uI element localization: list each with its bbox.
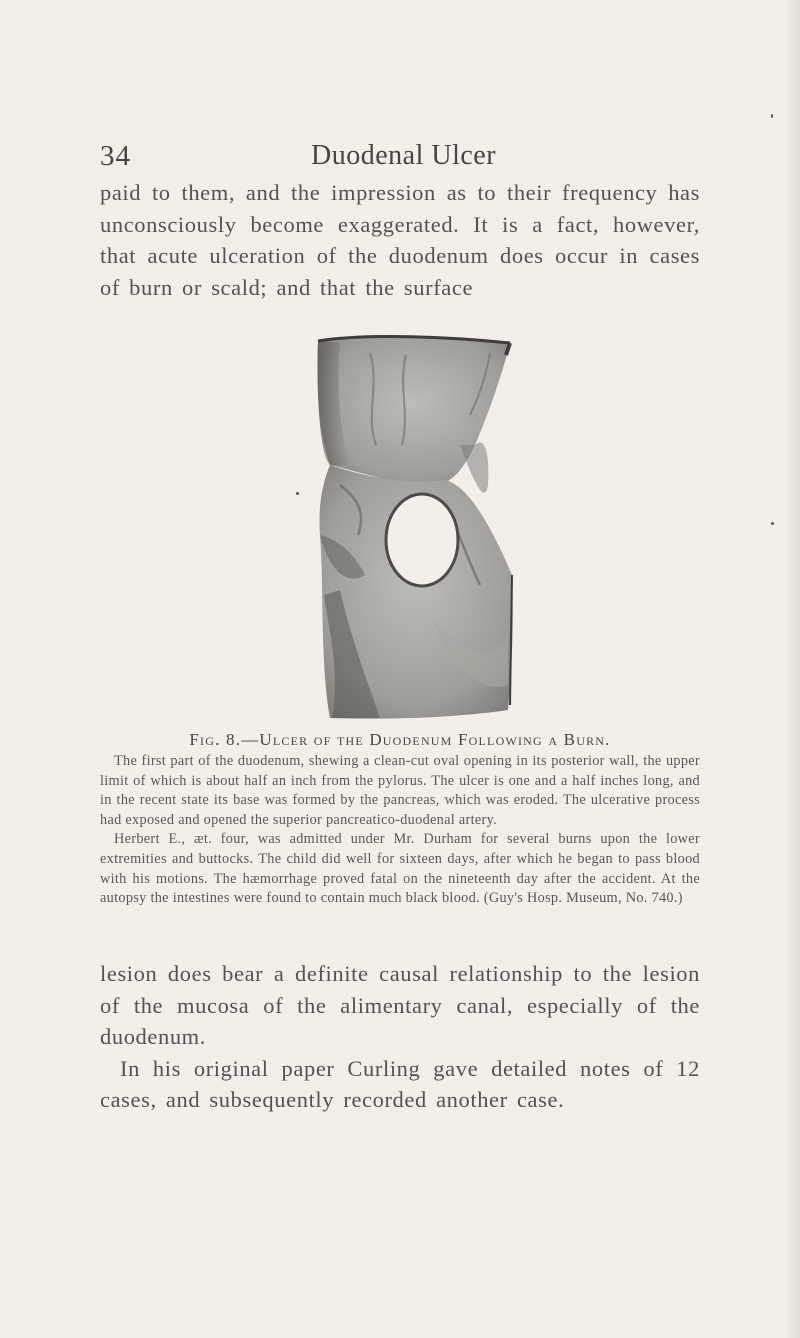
body-paragraph-bottom-2: In his original paper Curling gave detailed notes of 12 cases, and subsequently recorded another case. xyxy=(100,1055,700,1112)
page-number: 34 xyxy=(100,140,131,172)
print-speck xyxy=(296,492,299,495)
caption-paragraph-1: The first part of the duodenum, shewing a clean-cut oval opening in its posterior wall, the upper limit of which is about half an inch from the pylorus. The ulcer is one and a half inches long, and in the recent state its base was formed by the pancreas, which was eroded. The ulcerative process had exposed and opened the superior pancreatico-duodenal artery. xyxy=(100,753,700,828)
running-title: Duodenal Ulcer xyxy=(311,140,497,171)
ulcer-opening xyxy=(386,494,458,586)
duodenum-specimen-illustration xyxy=(310,335,520,720)
body-paragraph-top: paid to them, and the impression as to their frequency has unconsciously become exaggerated. It is a fact, however, that acute ulceration of the duodenum does occur in cases of burn or scald; and that the surface xyxy=(100,180,700,300)
figure-caption-label: Fig. 8.—Ulcer of the Duodenum Following a Burn. xyxy=(189,730,611,749)
figure-caption-title xyxy=(100,730,700,750)
caption-paragraph-2: Herbert E., æt. four, was admitted under Mr. Durham for several burns upon the lower extremities and buttocks. The child did well for sixteen days, after which he began to pass blood with his motions. The hæmorrhage proved fatal on the nineteenth day after the accident. At the autopsy the intestines were found to contain much black blood. (Guy's Hosp. Museum, No. 740.) xyxy=(100,831,700,907)
page-edge-shadow xyxy=(786,0,800,1338)
print-speck xyxy=(771,114,773,118)
figure-caption-body xyxy=(100,752,700,909)
body-paragraph-bottom-1: lesion does bear a definite causal relationship to the lesion of the mucosa of the alimentary canal, especially of the duodenum. xyxy=(100,961,700,1049)
print-speck xyxy=(771,522,774,525)
page-header xyxy=(100,140,700,180)
body-text-bottom xyxy=(100,958,700,1116)
